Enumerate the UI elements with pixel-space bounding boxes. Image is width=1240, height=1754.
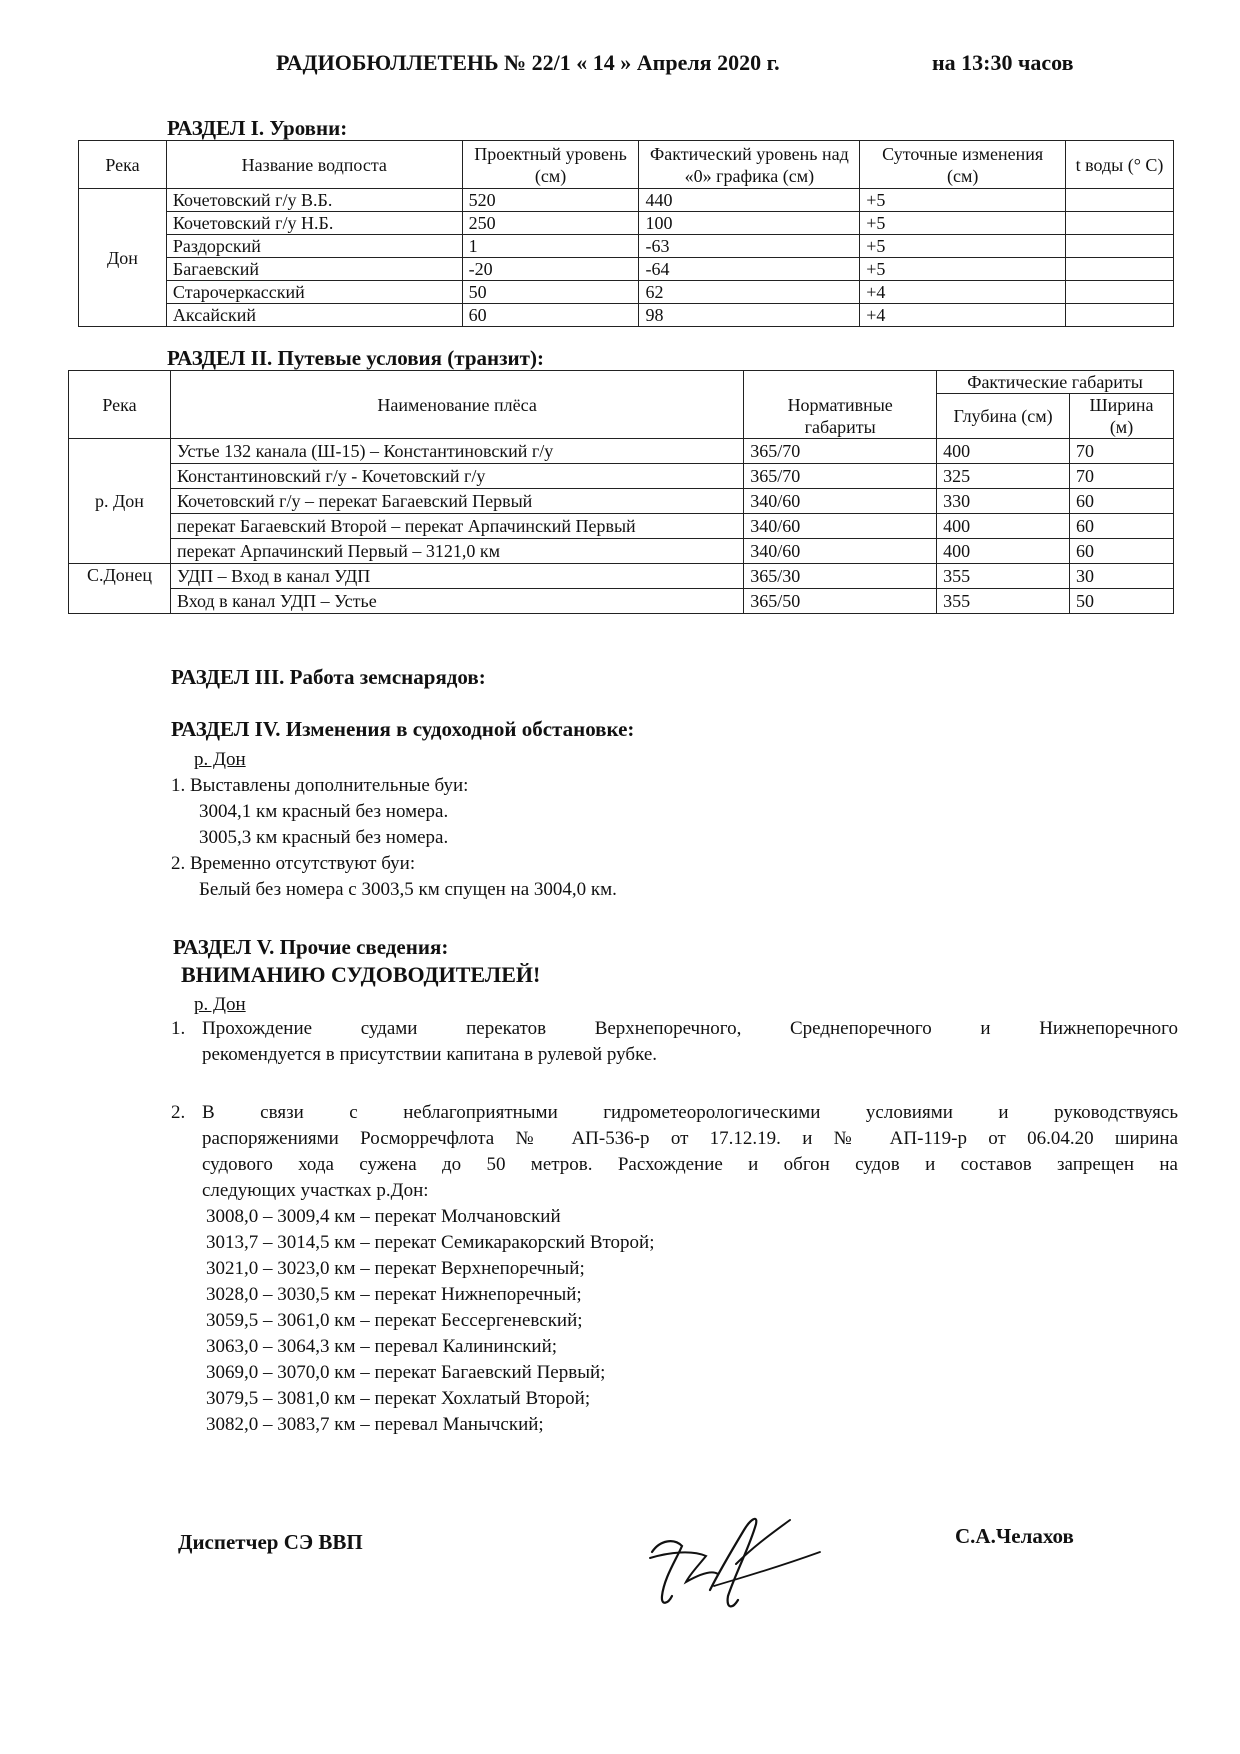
section5-p1-line: Прохождение судами перекатов Верхнепоречного, Среднепоречного и Нижнепоречного [202,1018,1178,1039]
levels-header-row [79,141,1174,189]
cell [1066,304,1174,327]
cell: +5 [860,212,1066,235]
cell: +5 [860,258,1066,281]
attention-heading: ВНИМАНИЮ СУДОВОДИТЕЛЕЙ! [181,962,541,987]
levels-col-daily: Суточные изменения (см) [860,141,1066,189]
cell: перекат Арпачинский Первый – 3121,0 км [170,539,743,564]
cell [1066,212,1174,235]
cell: 100 [639,212,860,235]
section5-river: р. Дон [194,994,246,1015]
bulletin-title: РАДИОБЮЛЛЕТЕНЬ № 22/1 « 14 » Апреля 2020 г. [276,50,780,75]
cell: 520 [462,189,639,212]
cell: 330 [937,489,1070,514]
restricted-segment: 3059,5 – 3061,0 км – перекат Бессергеневский; [206,1310,583,1331]
cell: Устье 132 канала (Ш-15) – Константиновский г/у [170,439,743,464]
cell: 400 [937,514,1070,539]
cell: Константиновский г/у - Кочетовский г/у [170,464,743,489]
restricted-segment: 3069,0 – 3070,0 км – перекат Багаевский Первый; [206,1362,606,1383]
cell: Кочетовский г/у – перекат Багаевский Первый [170,489,743,514]
table-row [79,258,1174,281]
restricted-segment: 3079,5 – 3081,0 км – перекат Хохлатый Второй; [206,1388,591,1409]
cell [1066,189,1174,212]
route-river-donets: С.Донец [69,564,171,614]
section5-p2-line: следующих участках р.Дон: [202,1180,429,1201]
levels-col-design: Проектный уровень (см) [462,141,639,189]
cell: УДП – Вход в канал УДП [170,564,743,589]
cell: 60 [462,304,639,327]
section4-item2-line: Белый без номера с 3003,5 км спущен на 3004,0 км. [199,879,617,900]
restricted-segment: 3021,0 – 3023,0 км – перекат Верхнепоречный; [206,1258,585,1279]
section5-p2-line: распоряжениями Росморречфлота № АП-536-р от 17.12.19. и № АП-119-р от 06.04.20 ширина [202,1128,1178,1149]
cell: 340/60 [744,539,937,564]
cell: перекат Багаевский Второй – перекат Арпачинский Первый [170,514,743,539]
signature-mark [640,1500,830,1620]
cell: 340/60 [744,489,937,514]
route-river-don: р. Дон [69,439,171,564]
cell: 355 [937,589,1070,614]
restricted-segment: 3063,0 – 3064,3 км – перевал Калининский; [206,1336,558,1357]
table-row [69,589,1174,614]
cell: 340/60 [744,514,937,539]
table-row [69,464,1174,489]
section5-p2-line: В связи с неблагоприятными гидрометеорологическими условиями и руководствуясь [202,1102,1178,1123]
levels-col-post: Название водпоста [166,141,462,189]
cell: +5 [860,189,1066,212]
table-row [69,564,1174,589]
table-row [79,212,1174,235]
levels-river-cell: Дон [79,189,167,327]
cell: Багаевский [166,258,462,281]
cell: +4 [860,281,1066,304]
cell: Кочетовский г/у В.Б. [166,189,462,212]
restricted-segment: 3008,0 – 3009,4 км – перекат Молчановский [206,1206,561,1227]
cell: 60 [1070,489,1174,514]
cell: 70 [1070,464,1174,489]
cell: 70 [1070,439,1174,464]
cell [1066,258,1174,281]
section4-river: р. Дон [194,749,246,770]
bulletin-header [276,50,1156,76]
levels-col-temp: t воды (° С) [1066,141,1174,189]
section4-item2: 2. Временно отсутствуют буи: [171,853,416,874]
section5-p2-line: судового хода сужена до 50 метров. Расхождение и обгон судов и составов запрещен на [202,1154,1178,1175]
table-row [79,189,1174,212]
dispatcher-name: С.А.Челахов [955,1524,1074,1548]
table-row [69,514,1174,539]
cell: Аксайский [166,304,462,327]
route-header-row [69,371,1174,394]
dispatcher-position: Диспетчер СЭ ВВП [178,1530,363,1554]
restricted-segment: 3013,7 – 3014,5 км – перекат Семикаракорский Второй; [206,1232,655,1253]
table-row [79,235,1174,258]
section1-title: РАЗДЕЛ I. Уровни: [167,116,348,140]
cell: 400 [937,539,1070,564]
cell [1066,235,1174,258]
cell: 440 [639,189,860,212]
cell: 365/70 [744,439,937,464]
cell: 30 [1070,564,1174,589]
route-col-river: Река [69,371,171,439]
cell: -63 [639,235,860,258]
cell: +5 [860,235,1066,258]
cell: Раздорский [166,235,462,258]
levels-table [78,140,1174,327]
section5-p1-line: рекомендуется в присутствии капитана в рулевой рубке. [202,1044,658,1065]
cell: 250 [462,212,639,235]
levels-col-actual: Фактический уровень над «0» графика (см) [639,141,860,189]
table-row [79,281,1174,304]
section2-title: РАЗДЕЛ II. Путевые условия (транзит): [167,346,544,370]
bulletin-time: на 13:30 часов [932,50,1074,75]
cell: 365/50 [744,589,937,614]
section4-item1-line: 3005,3 км красный без номера. [199,827,449,848]
cell: -20 [462,258,639,281]
route-col-normative: Нормативные габариты [744,371,937,439]
table-row [69,489,1174,514]
route-col-actual: Фактические габариты [937,371,1174,394]
section4-title: РАЗДЕЛ IV. Изменения в судоходной обстановке: [171,717,635,741]
cell: Старочеркасский [166,281,462,304]
table-row [79,304,1174,327]
table-row [69,539,1174,564]
cell: +4 [860,304,1066,327]
cell: 62 [639,281,860,304]
cell: -64 [639,258,860,281]
cell: 98 [639,304,860,327]
section5-p1-number: 1. [171,1018,186,1039]
cell: 355 [937,564,1070,589]
cell: 365/30 [744,564,937,589]
cell: 1 [462,235,639,258]
route-col-width: Ширина (м) [1070,394,1174,439]
section4-item1: 1. Выставлены дополнительные буи: [171,775,469,796]
cell: 60 [1070,539,1174,564]
cell: Вход в канал УДП – Устье [170,589,743,614]
cell: 400 [937,439,1070,464]
route-col-stretch: Наименование плёса [170,371,743,439]
restricted-segment: 3028,0 – 3030,5 км – перекат Нижнепоречный; [206,1284,582,1305]
cell: Кочетовский г/у Н.Б. [166,212,462,235]
section5-p2-number: 2. [171,1102,186,1123]
cell: 50 [1070,589,1174,614]
cell: 50 [462,281,639,304]
route-col-depth: Глубина (см) [937,394,1070,439]
table-row [69,439,1174,464]
section4-item1-line: 3004,1 км красный без номера. [199,801,449,822]
section5-title: РАЗДЕЛ V. Прочие сведения: [173,935,449,959]
cell [1066,281,1174,304]
cell: 365/70 [744,464,937,489]
section3-title: РАЗДЕЛ III. Работа земснарядов: [171,665,486,689]
route-conditions-table [68,370,1174,614]
cell: 325 [937,464,1070,489]
cell: 60 [1070,514,1174,539]
levels-col-river: Река [79,141,167,189]
restricted-segment: 3082,0 – 3083,7 км – перевал Манычский; [206,1414,544,1435]
